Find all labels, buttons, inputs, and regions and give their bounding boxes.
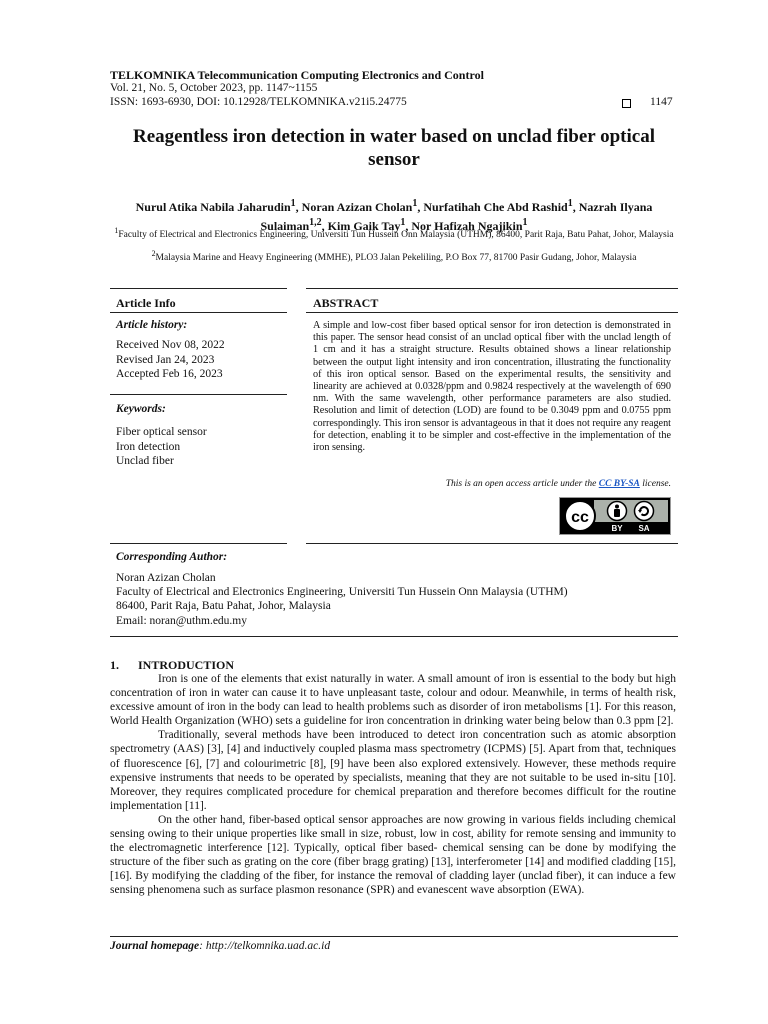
- square-icon: [622, 99, 631, 108]
- divider: [110, 636, 678, 637]
- divider: [110, 543, 287, 544]
- article-history-heading: Article history:: [116, 319, 188, 331]
- author-name: Nurul Atika Nabila Jaharudin: [135, 200, 291, 214]
- keyword: Iron detection: [116, 440, 181, 453]
- affiliation-1-marker: 1: [114, 226, 119, 235]
- paper-title: Reagentless iron detection in water based on unclad fiber optical sensor: [133, 126, 655, 170]
- by-label: BY: [611, 524, 623, 533]
- divider: [306, 543, 678, 544]
- revised-date: Revised Jan 24, 2023: [116, 353, 215, 366]
- affiliation-2: [110, 248, 678, 264]
- corresponding-email: Email: noran@uthm.edu.my: [116, 614, 247, 627]
- paragraph: Traditionally, several methods have been introduced to detect iron concentration such as atomic absorption spectrometry (AAS) [3], [4] and inductively coupled plasma mass spectrometry (ICPMS) [5]. Apart from that, techniques of fluorescence [6], [7] and colourimetric [8], [9] have been also explored extensively. However, these methods require expensive instruments that needs to be operated by specialists, meaning that they are not suitable to be used in-situ [10]. Moreover, they requires complicated procedure for chemical preparation and therefore becomes difficult for the routine implementation [11].: [110, 729, 676, 812]
- journal-homepage: [110, 940, 330, 952]
- author-list: Nurul Atika Nabila Jaharudin$^1$, Noran Azizan Cholan$^1$, Nurfatihah Che Abd Rashid$^1$, Nazrah Ilyana Sulaiman$^{1,2}$, Kim Gaik Tay$^1$, Nor Hafizah Ngajikin$^1$: [135, 198, 653, 233]
- author-name: Noran Azizan Cholan: [301, 200, 413, 214]
- keyword: Unclad fiber: [116, 455, 174, 467]
- introduction-body: [110, 672, 676, 898]
- journal-name: TELKOMNIKA Telecommunication Computing Electronics and Control: [110, 68, 484, 82]
- affiliation-1: [110, 225, 678, 241]
- author-affiliation-marker: 1: [400, 217, 406, 228]
- author-name: Nor Hafizah Ngajikin: [411, 219, 523, 233]
- received-date: Received Nov 08, 2022: [116, 339, 225, 351]
- keyword: Fiber optical sensor: [116, 426, 207, 438]
- author-name: Nazrah Ilyana Sulaiman: [260, 200, 653, 233]
- keywords-heading: Keywords:: [116, 403, 166, 415]
- divider: [110, 394, 287, 395]
- affiliation-2-marker: 2: [151, 249, 156, 258]
- author-name: Kim Gaik Tay: [327, 219, 401, 233]
- section-number: 1.: [110, 658, 119, 672]
- corresponding-name: Noran Azizan Cholan: [116, 572, 216, 584]
- introduction-heading: [110, 658, 234, 673]
- sa-label: SA: [638, 524, 650, 533]
- homepage-link[interactable]: http://telkomnika.uad.ac.id: [205, 940, 331, 952]
- affiliation-2-text: Malaysia Marine and Heavy Engineering (MMHE), PLO3 Jalan Pekeliling, P.O Box 77, 81700 Pasir Gudang, Johor, Malaysia: [155, 253, 637, 264]
- cc-by-sa-badge[interactable]: [559, 497, 671, 535]
- paragraph: Iron is one of the elements that exist naturally in water. A small amount of iron is essential to the body but high concentration of iron in water can cause it to have unpleasant taste, colour and odour. Meanwhile, in terms of health risk, excessive amount of iron in the body can lead to health problems such as disorder of iron metabolisms [1]. For this reason, World Health Organization (WHO) sets a guideline for iron concentration in drinking water being below than 0.3 ppm [2].: [110, 673, 676, 728]
- cc-by-sa-logo: [560, 498, 670, 534]
- author-name: Nurfatihah Che Abd Rashid: [423, 200, 568, 214]
- author-affiliation-marker: 1: [412, 198, 418, 209]
- paragraph: On the other hand, fiber-based optical sensor approaches are now growing in various fields including chemical sensing owing to their unique properties like small in size, robust, low in cost, ability for remote sensing and immunity to the electromagnetic interference [12]. Typically, optical fiber based- chemical sensing can be done by modifying the structure of the fiber such as grating on the core (fiber bragg grating) [13], interferometer [14] and modified cladding [15], [16]. By modifying the cladding of the fiber, for instance the removal of cladding layer (unclad fiber), it can induce a few sensing phenomena such as surface plasmon resonance (SPR) and evanescent wave absorption (EWA).: [110, 813, 676, 897]
- divider: [306, 288, 678, 289]
- footer-label: Journal homepage: [110, 940, 200, 952]
- divider: [306, 312, 678, 313]
- volume-line: Vol. 21, No. 5, October 2023, pp. 1147~1155: [110, 82, 318, 94]
- corresponding-address: 86400, Parit Raja, Batu Pahat, Johor, Malaysia: [116, 600, 331, 613]
- corresponding-faculty: Faculty of Electrical and Electronics Engineering, Universiti Tun Hussein Onn Malaysia (UTHM): [116, 586, 568, 599]
- issn-line: ISSN: 1693-6930, DOI: 10.12928/TELKOMNIKA.v21i5.24775: [110, 96, 407, 108]
- divider: [110, 936, 678, 937]
- cc-glyph: cc: [571, 509, 589, 526]
- corresponding-author-heading: Corresponding Author:: [116, 551, 228, 563]
- author-affiliation-marker: 1,2: [309, 217, 322, 228]
- affiliation-1-text: Faculty of Electrical and Electronics Engineering, Universiti Tun Hussein Onn Malaysia (UTHM), 86400, Parit Raja, Batu Pahat, Johor, Malaysia: [118, 230, 674, 241]
- author-affiliation-marker: 1: [290, 198, 296, 209]
- author-affiliation-marker: 1: [522, 217, 528, 228]
- divider: [110, 288, 287, 289]
- section-title: INTRODUCTION: [138, 658, 235, 672]
- corresponding-author-block: [116, 571, 676, 628]
- footer-separator: :: [199, 940, 206, 952]
- author-affiliation-marker: 1: [567, 198, 573, 209]
- abstract-heading: ABSTRACT: [313, 296, 379, 310]
- divider: [110, 312, 287, 313]
- article-info-heading: Article Info: [116, 296, 176, 310]
- license-suffix: license.: [639, 479, 671, 489]
- license-prefix: This is an open access article under the: [445, 479, 599, 489]
- license-statement: [313, 479, 671, 489]
- accepted-date: Accepted Feb 16, 2023: [116, 368, 223, 380]
- abstract-text: A simple and low-cost fiber based optical sensor for iron detection is demonstrated in this paper. The sensor head consist of an unclad optical fiber with the unclad length of 1 cm and it has a straight structure. Results obtained shows a linear relationship between the output light intensity and iron concentration, illustrating the functionality of this iron optical sensor. Based on the experimental results, the sensitivity and linearity are achieved at 0.0328/ppm and 0.9824 respectively at the wavelength of 690 nm. With the same wavelength, other performance parameters are also studied. Resolution and limit of detection (LOD) are found to be 0.3049 ppm and 0.0755 ppm correspondingly. This iron sensor is advantageous in that it does not require any reagent for detection, enabling it to be simpler and cost-effective in the implementation of the iron sensing.: [313, 320, 671, 454]
- license-link[interactable]: CC BY-SA: [598, 479, 640, 489]
- page-number: 1147: [650, 96, 673, 108]
